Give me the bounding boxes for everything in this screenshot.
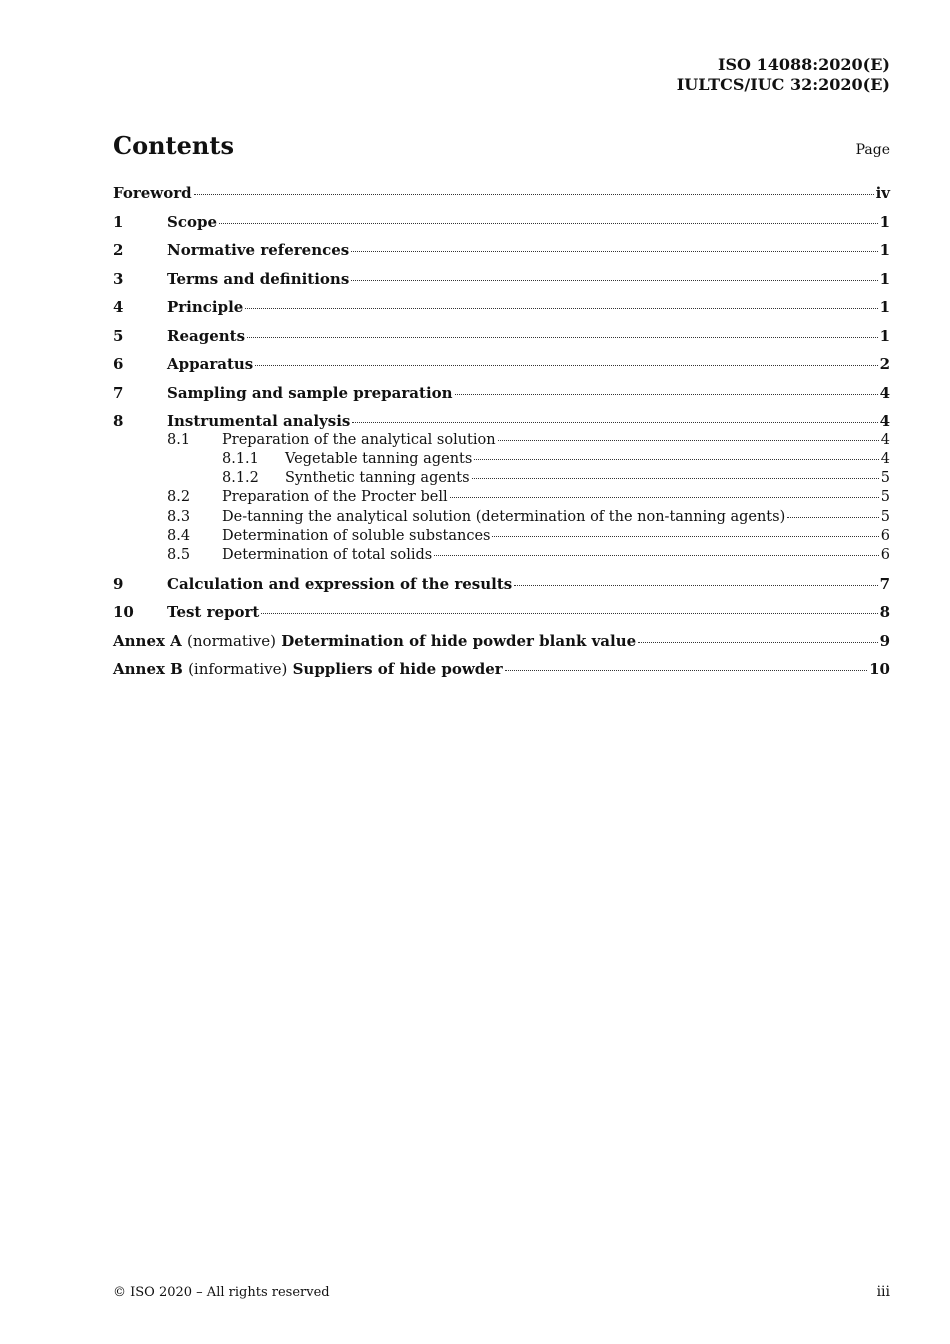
dot-leader (492, 536, 878, 537)
toc-entry-page: 1 (879, 269, 890, 288)
document-identifier (677, 55, 890, 95)
annex-title: Suppliers of hide powder (292, 660, 503, 679)
toc-entry[interactable] (113, 355, 890, 384)
toc-entry-title: Sampling and sample preparation (167, 383, 453, 402)
toc-entry[interactable] (113, 451, 890, 470)
toc-annex-entry[interactable] (113, 632, 890, 661)
toc-entry-title: Determination of total solids (222, 547, 433, 564)
annex-type: (informative) (188, 660, 288, 679)
annex-label: Annex B (113, 660, 183, 679)
toc-entry-number: 2 (113, 241, 124, 259)
toc-entry-title: Test report (167, 603, 260, 622)
toc-entry-number: 3 (113, 269, 124, 288)
toc-entry[interactable] (113, 213, 890, 242)
annex-title: Determination of hide powder blank value (281, 631, 637, 650)
dot-leader (638, 642, 877, 643)
toc-entry-title: Determination of soluble substances (222, 527, 491, 544)
toc-entry-page: 8 (879, 603, 890, 622)
toc-entry-title: Terms and definitions (167, 269, 350, 288)
toc-entry-number: 10 (113, 603, 134, 622)
toc-entry-page: 4 (880, 431, 890, 448)
toc-entry-page: 2 (879, 355, 890, 373)
toc-entry[interactable] (113, 384, 890, 413)
toc-entry-number: 6 (113, 355, 124, 373)
toc-entry-title: Principle (167, 298, 244, 316)
toc-entry[interactable] (113, 184, 890, 213)
toc-entry-number: 8.5 (167, 547, 191, 564)
toc-entry-number: 9 (113, 574, 124, 593)
annex-type: (normative) (187, 631, 276, 650)
page-column-label: Page (855, 142, 890, 158)
dot-leader (505, 670, 867, 671)
toc-entry[interactable] (113, 470, 890, 489)
toc-annex-page: 10 (869, 660, 890, 679)
toc-entry-title: Vegetable tanning agents (285, 450, 473, 467)
toc-entry-page: 1 (879, 241, 890, 259)
dot-leader (787, 517, 879, 518)
toc-entry[interactable] (113, 432, 890, 451)
toc-entry-page: 1 (879, 326, 890, 345)
copyright-notice: © ISO 2020 – All rights reserved (113, 1285, 330, 1300)
toc-entry[interactable] (113, 603, 890, 632)
dot-leader (351, 280, 877, 281)
toc-annex-title (113, 660, 503, 678)
dot-leader (434, 555, 879, 556)
dot-leader (352, 422, 877, 423)
toc-entry-number: 8.1.1 (222, 450, 259, 467)
toc-entry-page: 1 (879, 212, 890, 231)
toc-entry[interactable] (113, 298, 890, 327)
toc-entry-title: Preparation of the Procter bell (222, 489, 448, 506)
contents-heading: Contents (113, 131, 234, 160)
toc-entry-title: Instrumental analysis (167, 412, 351, 430)
toc-entry-page: 5 (880, 508, 890, 525)
toc-entry-number: 8.1 (167, 431, 191, 448)
toc-entry-page: 4 (879, 383, 890, 402)
toc-entry-page: 4 (879, 412, 890, 430)
toc-annex-page: 9 (879, 631, 890, 650)
toc-entry[interactable] (113, 270, 890, 299)
toc-entry-number: 4 (113, 298, 124, 316)
toc-entry[interactable] (113, 509, 890, 528)
toc-entry-page: 5 (880, 489, 890, 506)
toc-entry-title: Apparatus (167, 355, 254, 373)
doc-id-iso: ISO 14088:2020(E) (718, 55, 890, 74)
toc-entry[interactable] (113, 575, 890, 604)
table-of-contents (113, 184, 890, 689)
toc-entry-number: 8.2 (167, 489, 191, 506)
toc-entry-title: Scope (167, 212, 218, 231)
toc-entry-title: Foreword (113, 184, 192, 202)
toc-entry[interactable] (113, 489, 890, 508)
page-number: iii (876, 1284, 890, 1300)
toc-entry-page: 6 (880, 527, 890, 544)
dot-leader (514, 585, 877, 586)
toc-entry-title: Reagents (167, 326, 246, 345)
toc-entry-title: Synthetic tanning agents (285, 470, 470, 487)
toc-entry-title: Preparation of the analytical solution (222, 431, 496, 448)
dot-leader (474, 459, 878, 460)
dot-leader (498, 440, 879, 441)
dot-leader (455, 394, 878, 395)
toc-entry-number: 8.1.2 (222, 470, 259, 487)
toc-annex-entry[interactable] (113, 660, 890, 689)
toc-entry[interactable] (113, 528, 890, 547)
dot-leader (219, 223, 878, 224)
toc-entry-title: De-tanning the analytical solution (determination of the non-tanning agents) (222, 508, 786, 525)
toc-entry-number: 7 (113, 383, 124, 402)
dot-leader (351, 251, 877, 252)
toc-entry-title: Normative references (167, 241, 350, 259)
toc-entry[interactable] (113, 241, 890, 270)
toc-entry-title: Calculation and expression of the results (167, 574, 513, 593)
toc-entry-number: 8.4 (167, 527, 191, 544)
toc-entry-number: 8.3 (167, 508, 191, 525)
toc-entry[interactable] (113, 327, 890, 356)
toc-entry-page: 5 (880, 470, 890, 487)
dot-leader (194, 194, 874, 195)
toc-entry[interactable] (113, 547, 890, 566)
toc-entry-page: 4 (880, 450, 890, 467)
dot-leader (245, 308, 877, 309)
dot-leader (255, 365, 877, 366)
toc-entry-page: iv (875, 184, 890, 202)
toc-entry-number: 1 (113, 212, 124, 231)
dot-leader (472, 478, 879, 479)
toc-entry-page: 1 (879, 298, 890, 316)
toc-entry-page: 7 (879, 574, 890, 593)
dot-leader (247, 337, 878, 338)
annex-label: Annex A (113, 631, 182, 650)
dot-leader (450, 497, 879, 498)
toc-entry-number: 5 (113, 326, 124, 345)
toc-entry-number: 8 (113, 412, 124, 430)
toc-entry-page: 6 (880, 547, 890, 564)
dot-leader (261, 613, 877, 614)
doc-id-iultcs: IULTCS/IUC 32:2020(E) (676, 75, 890, 94)
toc-annex-title (113, 632, 636, 650)
